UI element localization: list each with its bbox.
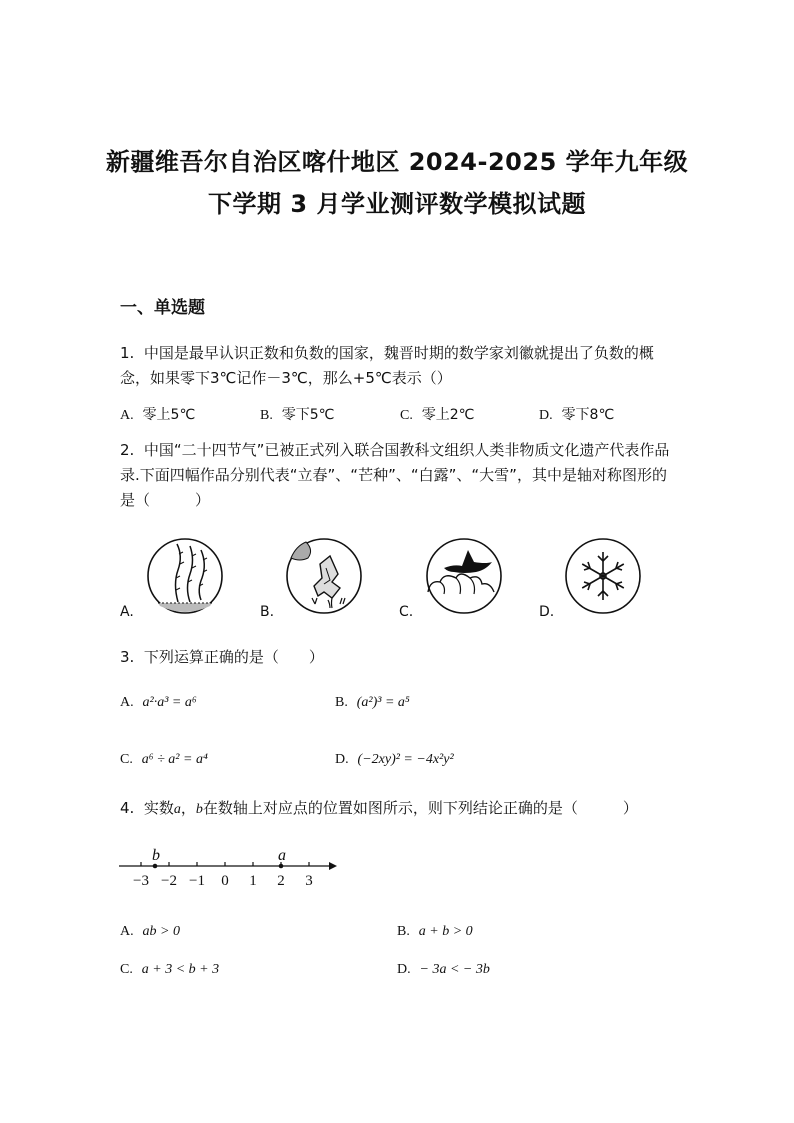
option-1a[interactable]	[120, 404, 195, 424]
mangzhong-icon	[284, 536, 364, 616]
option-1c[interactable]	[400, 404, 474, 424]
question-4	[120, 796, 700, 822]
option-label: B.	[397, 924, 410, 939]
option-label: C.	[120, 962, 133, 977]
option-math: a + 3 < b + 3	[141, 962, 220, 977]
option-math: (a²)³ = a⁵	[356, 695, 410, 710]
option-label: C.	[400, 408, 413, 423]
document-title-line2: 下学期 3 月学业测评数学模拟试题	[208, 190, 586, 218]
variable-a: a	[173, 802, 181, 817]
question-3	[120, 645, 680, 670]
option-1d[interactable]	[539, 404, 614, 424]
option-label: B.	[335, 695, 348, 710]
option-2b-label[interactable]: B.	[260, 604, 275, 620]
point-a-dot	[279, 864, 284, 869]
option-1b[interactable]	[260, 404, 334, 424]
option-math: (−2xy)² = −4x²y²	[357, 752, 454, 767]
option-math: a²·a³ = a⁶	[142, 695, 197, 710]
option-math: a⁶ ÷ a² = a⁴	[141, 752, 208, 767]
option-3c[interactable]	[120, 751, 208, 768]
option-text: 零上2℃	[421, 407, 475, 423]
question-text-sep: ，	[180, 799, 196, 817]
question-1	[120, 341, 680, 391]
option-4a[interactable]	[120, 923, 180, 940]
variable-b: b	[195, 802, 203, 817]
number-line-tick-label: −1	[189, 873, 205, 889]
question-text-post: 在数轴上对应点的位置如图所示，则下列结论正确的是（ ）	[202, 799, 638, 817]
number-line-arrow	[329, 862, 337, 870]
option-label: A.	[120, 695, 134, 710]
option-label: C.	[120, 752, 133, 767]
option-3a[interactable]	[120, 694, 197, 711]
question-text: 中国是最早认识正数和负数的国家，魏晋时期的数学家刘徽就提出了负数的概念，如果零下3℃记作－3℃，那么+5℃表示（）	[120, 344, 654, 387]
option-3b[interactable]	[335, 694, 410, 711]
number-line-tick-label: −3	[133, 873, 149, 889]
option-text: 零下8℃	[561, 407, 615, 423]
point-b-dot	[153, 864, 158, 869]
question-number: 4.	[120, 799, 135, 817]
option-label: D.	[397, 962, 411, 977]
number-line-tick-label: 2	[277, 873, 285, 889]
option-label: D.	[335, 752, 349, 767]
number-line-tick-label: 0	[221, 873, 229, 889]
option-math: ab > 0	[142, 924, 180, 939]
option-text: 零下5℃	[281, 407, 335, 423]
option-label: A.	[120, 408, 134, 423]
option-math: − 3a < − 3b	[419, 962, 490, 977]
bailu-bird-icon	[424, 536, 504, 616]
option-2c-label[interactable]: C.	[399, 604, 414, 620]
point-b-label: b	[152, 847, 160, 864]
question-text-pre: 实数	[143, 799, 174, 817]
option-math: a + b > 0	[418, 924, 473, 939]
option-4b[interactable]	[397, 923, 473, 940]
number-line	[115, 842, 345, 892]
number-line-tick-label: −2	[161, 873, 177, 889]
option-2d-label[interactable]: D.	[539, 604, 555, 620]
lichun-spring-icon	[145, 536, 225, 616]
question-text: 中国“二十四节气”已被正式列入联合国教科文组织人类非物质文化遗产代表作品录.下面四幅作品分别代表“立春”、“芒种”、“白露”、“大雪”，其中是轴对称图形的是（ ）	[120, 441, 670, 509]
option-label: A.	[120, 924, 134, 939]
question-number: 1.	[120, 344, 135, 362]
option-3d[interactable]	[335, 751, 454, 768]
option-4d[interactable]	[397, 961, 490, 978]
number-line-tick-label: 1	[249, 873, 257, 889]
option-text: 零上5℃	[142, 407, 196, 423]
number-line-tick-label: 3	[305, 873, 313, 889]
document-title-line1: 新疆维吾尔自治区喀什地区 2024-2025 学年九年级	[105, 148, 689, 176]
option-2a-label[interactable]: A.	[120, 604, 134, 620]
snowflake-icon	[563, 536, 643, 616]
option-4c[interactable]	[120, 961, 219, 978]
question-number: 2.	[120, 441, 135, 459]
section-title: 一、单选题	[120, 298, 205, 318]
question-number: 3.	[120, 648, 135, 666]
point-a-label: a	[278, 847, 286, 864]
question-text: 下列运算正确的是（ ）	[143, 648, 324, 666]
option-label: D.	[539, 408, 553, 423]
option-label: B.	[260, 408, 273, 423]
question-2	[120, 438, 680, 513]
